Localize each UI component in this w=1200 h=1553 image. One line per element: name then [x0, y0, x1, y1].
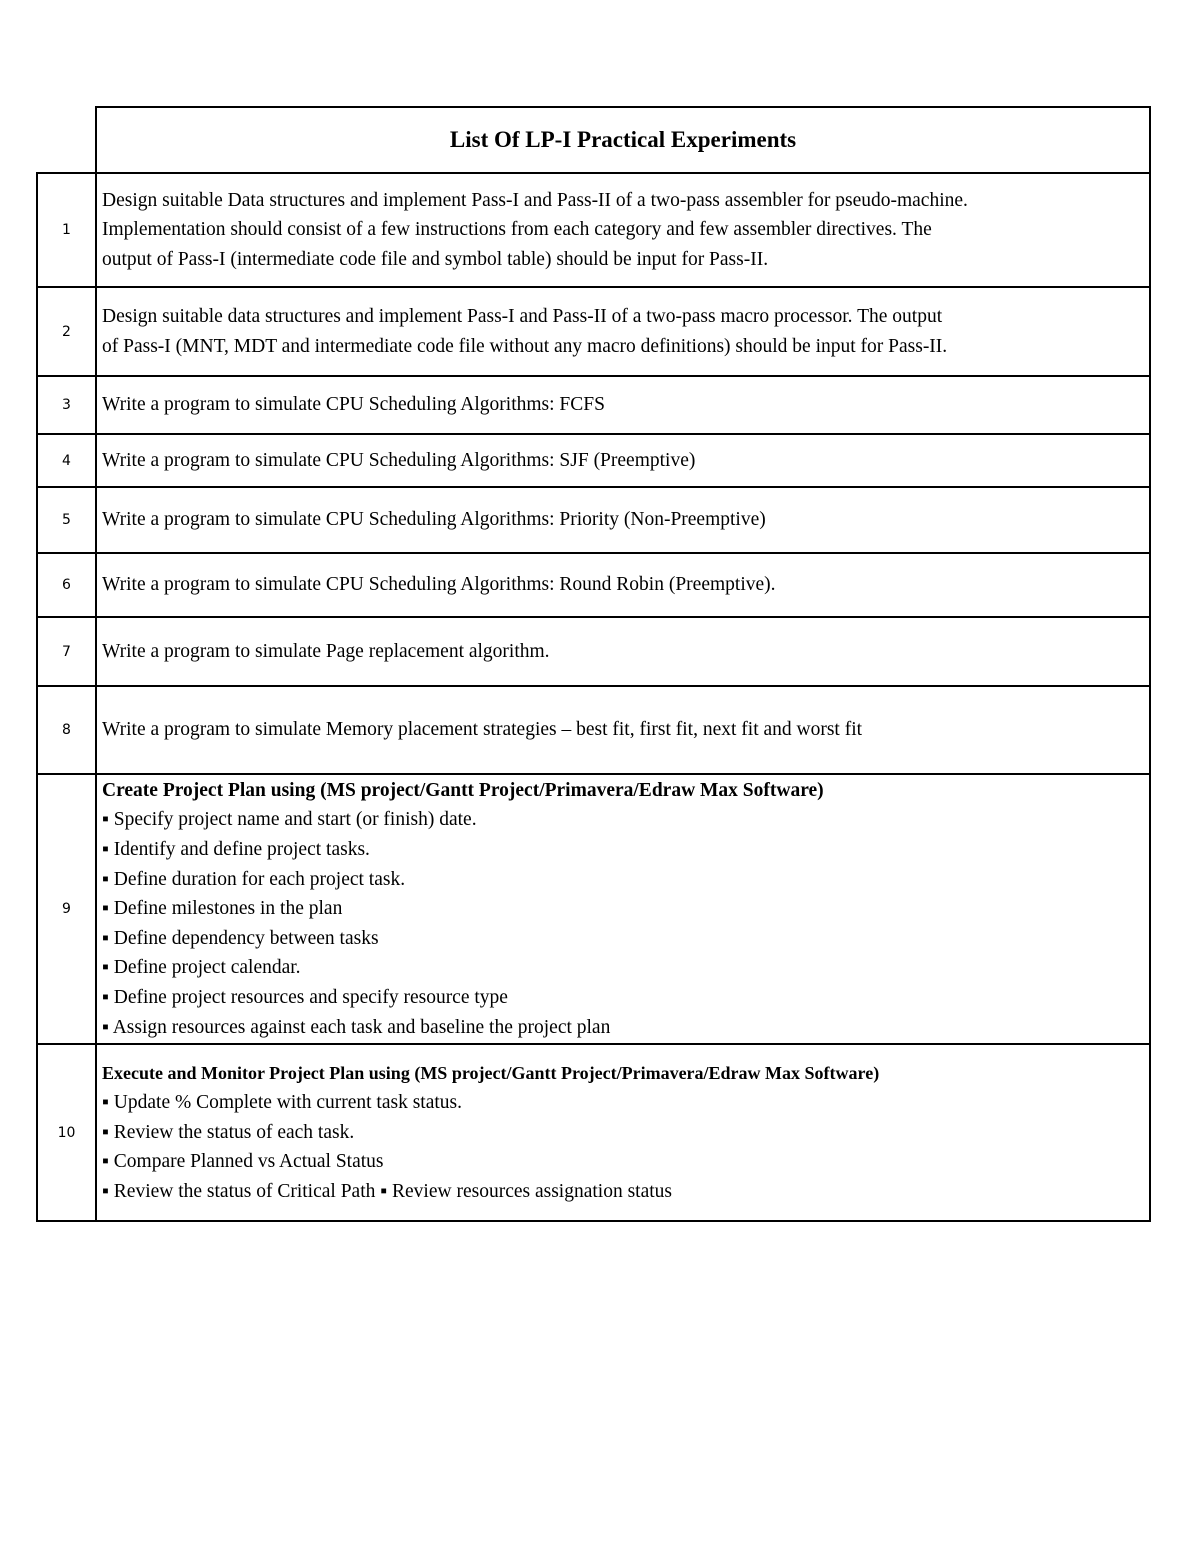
description-line: Design suitable Data structures and implement Pass-I and Pass-II of a two-pass assembler for pseudo-machine.	[102, 189, 968, 211]
description-line: Write a program to simulate Page replacement algorithm.	[102, 640, 550, 662]
experiment-number: 6	[37, 553, 96, 617]
experiment-description	[96, 434, 1150, 487]
experiment-description	[96, 287, 1150, 376]
experiment-number: 8	[37, 686, 96, 774]
table-row	[37, 434, 1150, 487]
experiment-description	[96, 553, 1150, 617]
bullet-item: ▪ Review the status of Critical Path ▪ Review resources assignation status	[102, 1180, 673, 1202]
experiment-description	[96, 774, 1150, 1044]
experiment-description	[96, 686, 1150, 774]
table-row	[37, 1044, 1150, 1221]
description-line: Write a program to simulate CPU Scheduling Algorithms: FCFS	[102, 394, 605, 416]
bullet-item: ▪ Identify and define project tasks.	[102, 839, 370, 861]
experiment-description	[96, 173, 1150, 287]
bullet-item: ▪ Specify project name and start (or finish) date.	[102, 809, 477, 831]
table-row	[37, 376, 1150, 434]
experiment-number: 2	[37, 287, 96, 376]
experiment-number: 5	[37, 487, 96, 553]
table-row	[37, 553, 1150, 617]
experiment-description	[96, 617, 1150, 686]
experiment-number: 3	[37, 376, 96, 434]
description-line: Write a program to simulate CPU Scheduling Algorithms: SJF (Preemptive)	[102, 449, 696, 471]
description-line: Design suitable data structures and implement Pass-I and Pass-II of a two-pass macro processor. The output	[102, 305, 943, 327]
bullet-item: ▪ Assign resources against each task and baseline the project plan	[102, 1016, 611, 1038]
experiment-number: 10	[37, 1044, 96, 1221]
description-line: Write a program to simulate CPU Scheduling Algorithms: Priority (Non-Preemptive)	[102, 509, 766, 531]
table-title: List Of LP-I Practical Experiments	[96, 107, 1150, 173]
description-line: Write a program to simulate Memory placement strategies – best fit, first fit, next fit and worst fit	[102, 719, 863, 741]
table-header-row	[37, 107, 1150, 173]
experiments-table	[36, 106, 1151, 1222]
header-blank-cell	[37, 107, 96, 173]
description-line: output of Pass-I (intermediate code file and symbol table) should be input for Pass-II.	[102, 248, 769, 270]
bullet-item: ▪ Define project calendar.	[102, 957, 301, 979]
description-line: Implementation should consist of a few instructions from each category and few assembler directives. The	[102, 219, 932, 241]
bullet-item: ▪ Define milestones in the plan	[102, 898, 343, 920]
bullet-item: ▪ Define dependency between tasks	[102, 927, 379, 949]
bullet-item: ▪ Define project resources and specify resource type	[102, 986, 508, 1008]
experiment-description	[96, 487, 1150, 553]
bullet-item: ▪ Update % Complete with current task status.	[102, 1092, 462, 1114]
experiment-heading: Create Project Plan using (MS project/Gantt Project/Primavera/Edraw Max Software)	[102, 779, 824, 801]
experiment-number: 7	[37, 617, 96, 686]
table-row	[37, 287, 1150, 376]
table-row	[37, 617, 1150, 686]
description-line: Write a program to simulate CPU Scheduling Algorithms: Round Robin (Preemptive).	[102, 574, 776, 596]
table-row	[37, 774, 1150, 1044]
experiment-description	[96, 1044, 1150, 1221]
bullet-item: ▪ Compare Planned vs Actual Status	[102, 1151, 384, 1173]
experiment-number: 4	[37, 434, 96, 487]
table-row	[37, 686, 1150, 774]
experiment-number: 9	[37, 774, 96, 1044]
experiment-heading: Execute and Monitor Project Plan using (MS project/Gantt Project/Primavera/Edraw Max Software)	[102, 1062, 880, 1083]
experiment-number: 1	[37, 173, 96, 287]
table-row	[37, 173, 1150, 287]
bullet-item: ▪ Define duration for each project task.	[102, 868, 406, 890]
bullet-item: ▪ Review the status of each task.	[102, 1121, 355, 1143]
description-line: of Pass-I (MNT, MDT and intermediate code file without any macro definitions) should be input for Pass-II.	[102, 335, 948, 357]
experiment-description	[96, 376, 1150, 434]
table-row	[37, 487, 1150, 553]
